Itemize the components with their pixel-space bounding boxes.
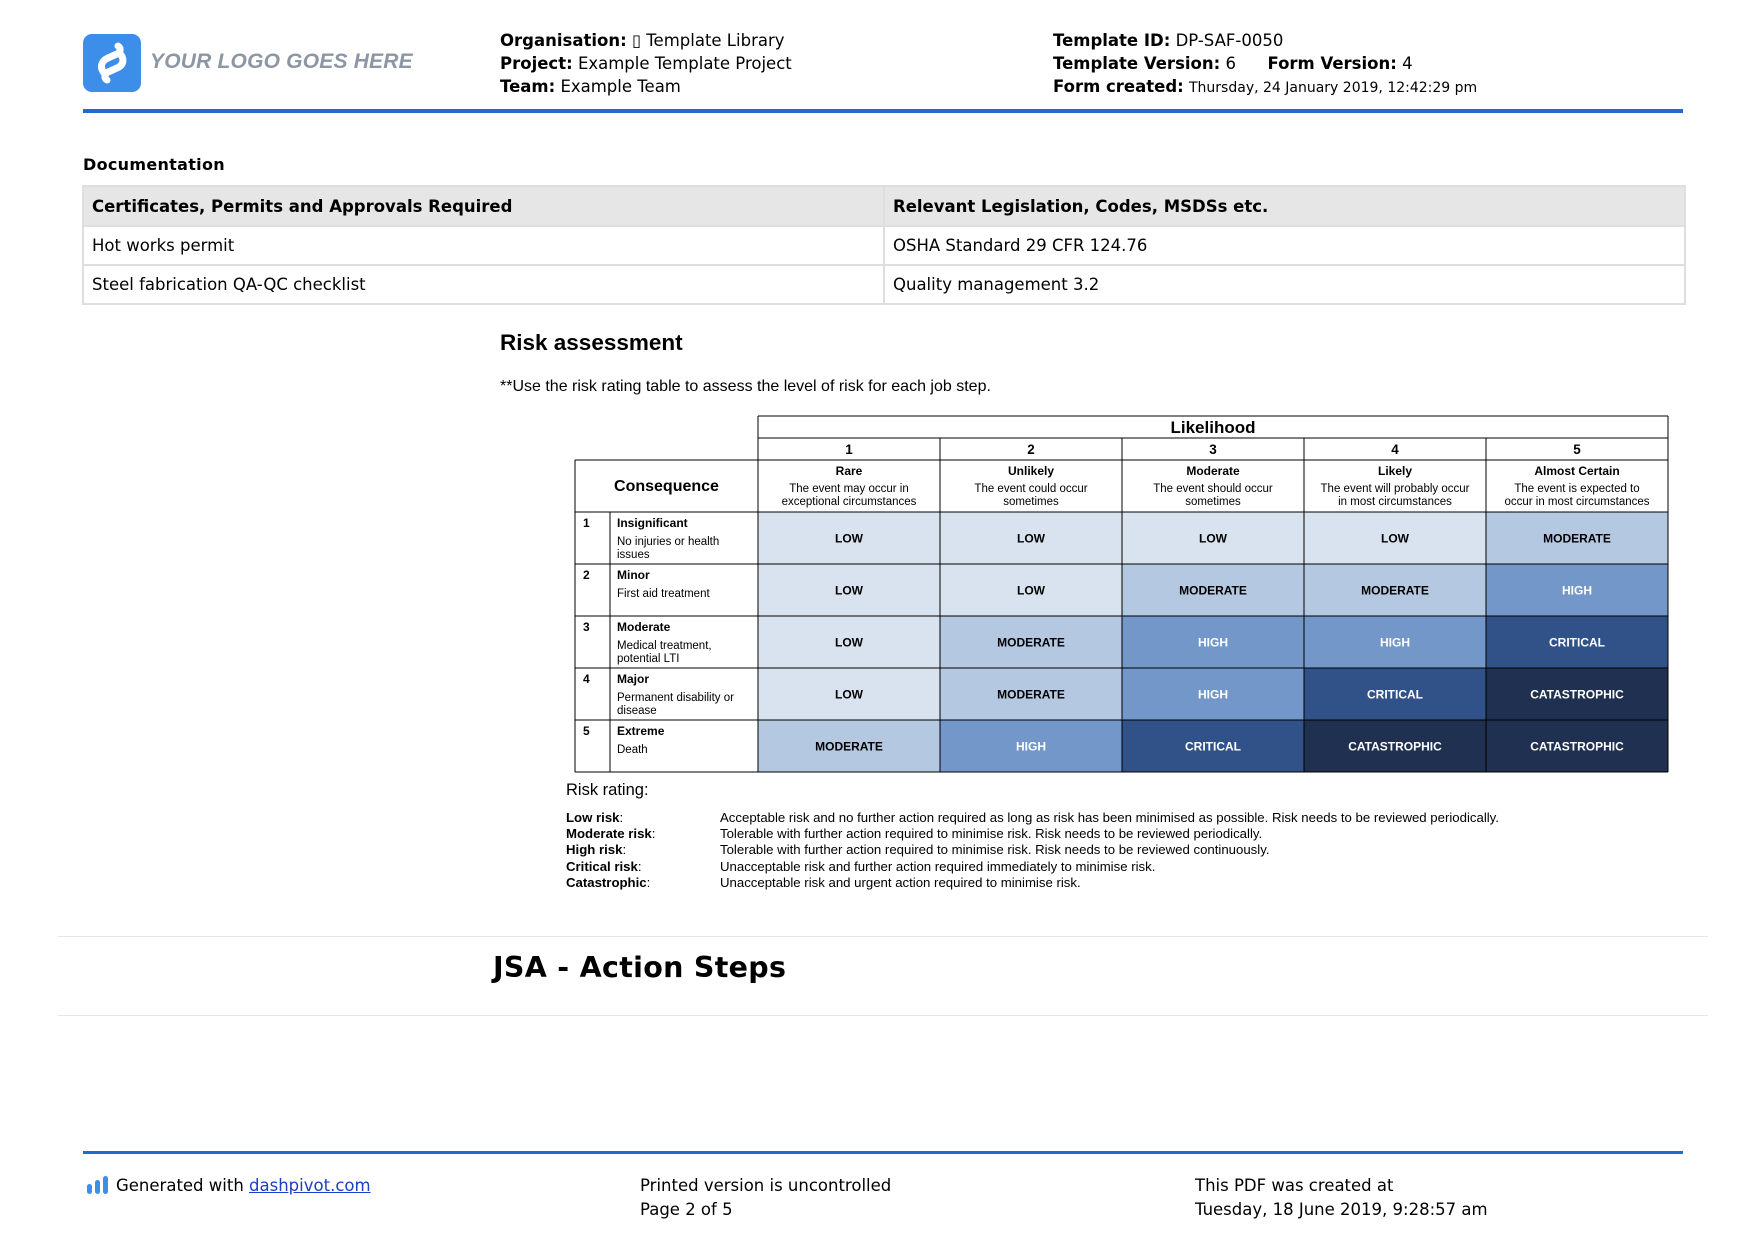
risk-level-label: HIGH <box>1562 583 1592 598</box>
table-cell: OSHA Standard 29 CFR 124.76 <box>884 226 1685 265</box>
risk-level-label: HIGH <box>1380 635 1410 650</box>
risk-rating-description: Tolerable with further action required to minimise risk. Risk needs to be reviewed continuously. <box>720 842 1270 858</box>
risk-level-label: CATASTROPHIC <box>1530 687 1624 702</box>
likelihood-description: The event will probably occur <box>1320 483 1470 495</box>
organisation-value: ▯ Template Library <box>631 31 785 50</box>
risk-level-label: CRITICAL <box>1185 739 1241 754</box>
likelihood-name: Almost Certain <box>1534 464 1620 478</box>
column-header-legislation: Relevant Legislation, Codes, MSDSs etc. <box>884 186 1685 226</box>
consequence-description: No injuries or health <box>617 536 720 548</box>
footer-divider <box>83 1151 1683 1154</box>
consequence-description: First aid treatment <box>617 588 710 600</box>
table-row <box>83 226 1685 265</box>
likelihood-name: Unlikely <box>1007 464 1055 478</box>
risk-level-label: LOW <box>835 635 863 650</box>
risk-level-label: LOW <box>1199 531 1227 546</box>
likelihood-number: 4 <box>1391 442 1399 457</box>
consequence-description: Permanent disability or <box>617 692 734 704</box>
template-version-value: 6 <box>1225 54 1236 73</box>
project-label: Project: <box>500 54 573 73</box>
section-divider <box>58 936 1708 937</box>
likelihood-description: sometimes <box>1185 496 1241 508</box>
table-cell: Hot works permit <box>83 226 884 265</box>
consequence-name: Major <box>617 672 650 686</box>
likelihood-description: occur in most circumstances <box>1504 496 1650 508</box>
documentation-table <box>82 185 1686 305</box>
generated-prefix: Generated with <box>116 1176 244 1195</box>
consequence-number: 5 <box>583 724 590 738</box>
header-divider <box>83 109 1683 113</box>
pdf-created-label: This PDF was created at <box>1195 1176 1394 1195</box>
risk-matrix <box>572 414 1672 776</box>
risk-rating-label: Moderate risk: <box>566 826 656 842</box>
risk-rating-label-text: High risk <box>566 842 623 858</box>
consequence-description: Medical treatment, <box>617 640 712 652</box>
logo-icon <box>83 34 141 92</box>
risk-level-label: LOW <box>1017 583 1045 598</box>
consequence-description: disease <box>617 705 657 717</box>
risk-level-label: MODERATE <box>1179 583 1247 598</box>
risk-level-label: HIGH <box>1198 635 1228 650</box>
consequence-number: 3 <box>583 620 590 634</box>
consequence-number: 2 <box>583 568 590 582</box>
footer-generated <box>86 1174 371 1201</box>
consequence-name: Extreme <box>617 724 665 738</box>
risk-level-label: LOW <box>835 687 863 702</box>
likelihood-name: Likely <box>1377 464 1413 478</box>
header-meta-left <box>500 29 792 98</box>
risk-rating-description: Unacceptable risk and further action required immediately to minimise risk. <box>720 858 1156 874</box>
table-row <box>83 265 1685 304</box>
documentation-heading: Documentation <box>83 155 225 174</box>
risk-assessment-note: **Use the risk rating table to assess the level of risk for each job step. <box>500 378 991 395</box>
risk-rating-description: Acceptable risk and no further action required as long as risk has been minimised as possible. Risk needs to be reviewed periodically. <box>720 810 1499 825</box>
risk-level-label: LOW <box>835 531 863 546</box>
risk-assessment-title: Risk assessment <box>500 330 683 355</box>
risk-level-label: MODERATE <box>997 687 1065 702</box>
consequence-name: Moderate <box>617 620 671 634</box>
likelihood-description: The event could occur <box>974 483 1088 495</box>
jsa-section-title: JSA - Action Steps <box>493 951 787 984</box>
likelihood-number: 3 <box>1209 442 1217 457</box>
risk-level-label: MODERATE <box>815 739 883 754</box>
team-label: Team: <box>500 77 556 96</box>
risk-level-label: CRITICAL <box>1549 635 1605 650</box>
risk-level-label: LOW <box>835 583 863 598</box>
page-number: Page 2 of 5 <box>640 1200 733 1219</box>
risk-rating-title: Risk rating: <box>566 781 649 799</box>
likelihood-description: The event is expected to <box>1514 483 1640 495</box>
form-version-label: Form Version: <box>1267 54 1397 73</box>
team-value: Example Team <box>560 77 681 96</box>
risk-rating-label-text: Moderate risk <box>566 826 652 842</box>
risk-level-label: HIGH <box>1198 687 1228 702</box>
table-cell: Steel fabrication QA-QC checklist <box>83 265 884 304</box>
risk-level-label: CATASTROPHIC <box>1530 739 1624 754</box>
likelihood-number: 1 <box>845 442 853 457</box>
risk-rating-label: Catastrophic: <box>566 874 651 890</box>
likelihood-name: Moderate <box>1186 464 1240 478</box>
template-version-label: Template Version: <box>1053 54 1221 73</box>
project-value: Example Template Project <box>577 54 792 73</box>
risk-level-label: CRITICAL <box>1367 687 1423 702</box>
risk-rating-description: Tolerable with further action required to minimise risk. Risk needs to be reviewed periodically. <box>720 826 1263 842</box>
dashpivot-bars-icon <box>86 1176 110 1201</box>
form-version-value: 4 <box>1402 54 1413 73</box>
likelihood-number: 2 <box>1027 442 1035 457</box>
form-created-label: Form created: <box>1053 77 1184 96</box>
footer-right <box>1195 1174 1488 1222</box>
section-divider <box>58 1015 1708 1016</box>
likelihood-description: The event may occur in <box>789 483 909 495</box>
risk-level-label: HIGH <box>1016 739 1046 754</box>
table-cell: Quality management 3.2 <box>884 265 1685 304</box>
likelihood-number: 5 <box>1573 442 1581 457</box>
uncontrolled-notice: Printed version is uncontrolled <box>640 1176 892 1195</box>
consequence-name: Insignificant <box>617 516 688 530</box>
risk-rating-label-text: Critical risk <box>566 858 638 874</box>
consequence-number: 1 <box>583 516 590 530</box>
template-id-label: Template ID: <box>1053 31 1171 50</box>
consequence-description: issues <box>617 549 650 561</box>
risk-level-label: MODERATE <box>997 635 1065 650</box>
risk-rating-label: Low risk: <box>566 810 624 825</box>
risk-rating-description: Unacceptable risk and urgent action required to minimise risk. <box>720 874 1081 890</box>
likelihood-description: in most circumstances <box>1338 496 1452 508</box>
risk-rating-label-text: Catastrophic <box>566 874 647 890</box>
risk-level-label: LOW <box>1381 531 1409 546</box>
risk-level-label: MODERATE <box>1361 583 1429 598</box>
risk-rating-label: Critical risk: <box>566 858 642 874</box>
likelihood-description: exceptional circumstances <box>781 496 917 508</box>
likelihood-name: Rare <box>835 464 863 478</box>
risk-rating-label-text: Low risk <box>566 810 620 825</box>
dashpivot-link[interactable]: dashpivot.com <box>249 1176 371 1195</box>
consequence-description: Death <box>617 744 648 756</box>
consequence-name: Minor <box>617 568 650 582</box>
consequence-number: 4 <box>583 672 590 686</box>
risk-level-label: LOW <box>1017 531 1045 546</box>
consequence-description: potential LTI <box>617 653 680 665</box>
organisation-label: Organisation: <box>500 31 627 50</box>
risk-rating-label: High risk: <box>566 842 627 858</box>
risk-level-label: MODERATE <box>1543 531 1611 546</box>
logo-text: YOUR LOGO GOES HERE <box>150 50 413 73</box>
footer-center <box>640 1174 891 1222</box>
likelihood-description: The event should occur <box>1153 483 1273 495</box>
form-created-value: Thursday, 24 January 2019, 12:42:29 pm <box>1189 80 1478 96</box>
likelihood-label: Likelihood <box>1170 418 1256 437</box>
template-id-value: DP-SAF-0050 <box>1175 31 1284 50</box>
risk-level-label: CATASTROPHIC <box>1348 739 1442 754</box>
likelihood-description: sometimes <box>1003 496 1059 508</box>
table-header-row <box>83 186 1685 226</box>
consequence-label: Consequence <box>614 478 719 495</box>
header-meta-right <box>1053 29 1477 100</box>
pdf-created-date: Tuesday, 18 June 2019, 9:28:57 am <box>1195 1200 1488 1219</box>
column-header-certificates: Certificates, Permits and Approvals Required <box>83 186 884 226</box>
